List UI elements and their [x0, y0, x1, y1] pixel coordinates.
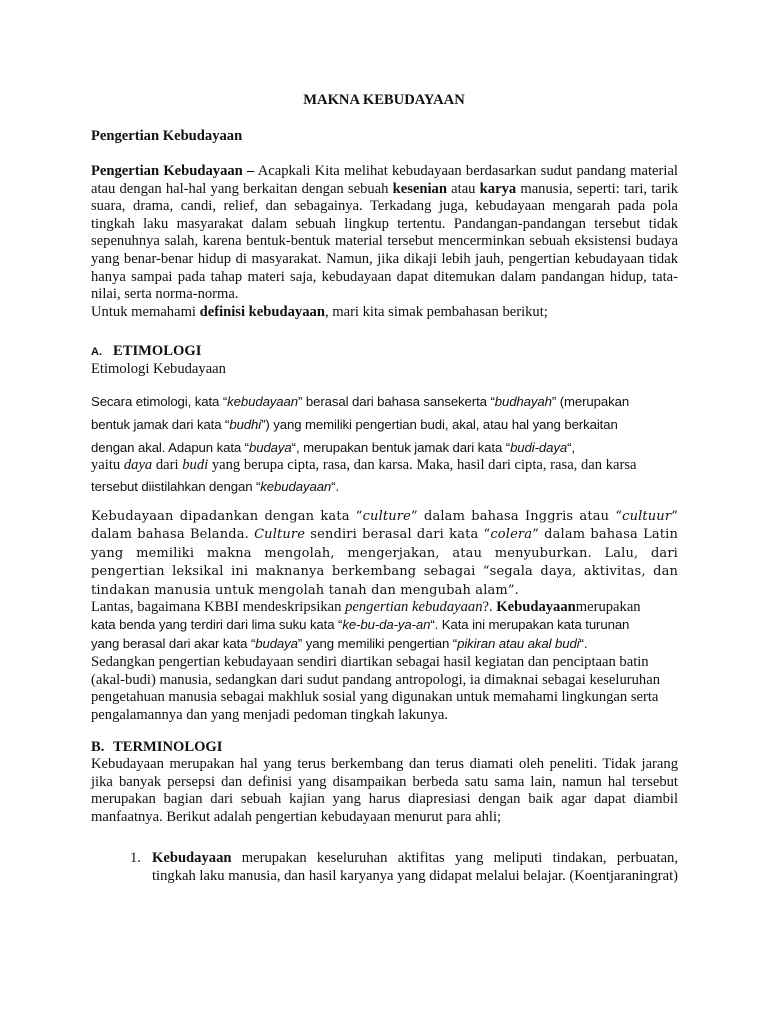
kbbi-text-1 — [91, 599, 678, 617]
e3-b: “, merupakan bentuk jamak dari kata “ — [291, 440, 511, 455]
document-title: MAKNA KEBUDAYAAN — [303, 92, 465, 108]
e1-a: Secara etimologi, kata “ — [91, 394, 228, 409]
c-i4: colera — [490, 527, 533, 543]
intro-lead: Pengertian Kebudayaan – — [91, 163, 255, 179]
list-item-text: merupakan keseluruhan aktifitas yang meliputi tindakan, perbuatan, tingkah laku manusia, dan hasil karyanya yang didapat melalui belajar. (Koentjaraningrat) — [152, 850, 679, 884]
k3-a: yang berasal dari akar kata “ — [91, 635, 256, 651]
etimologi-line-2 — [91, 413, 678, 436]
terminologi-paragraph — [91, 756, 678, 826]
section-b-heading — [91, 739, 678, 757]
e3-c: “, — [567, 440, 575, 455]
k-bold: Kebudayaan — [496, 599, 576, 615]
e3-i1: budaya — [248, 440, 292, 455]
e3-i2: budi-daya — [510, 440, 568, 455]
kbbi-text-3 — [91, 635, 678, 654]
k3-c: “. — [579, 635, 588, 651]
intro-bold-definisi: definisi kebudayaan — [199, 303, 325, 320]
intro-p2-text-b: , mari kita simak pembahasan berikut; — [324, 303, 548, 320]
e2-a: bentuk jamak dari kata “ — [91, 417, 230, 432]
culture-text — [91, 508, 678, 600]
kbbi-lines-2-3 — [91, 616, 678, 653]
subtitle — [91, 128, 678, 146]
e4-a: yaitu — [91, 457, 124, 473]
e4-c: yang berupa cipta, rasa, dan karsa. Maka, hasil dari cipta, rasa, dan karsa — [208, 457, 637, 473]
section-a-title: ETIMOLOGI — [113, 343, 202, 359]
etimologi-paragraph-2 — [91, 455, 678, 497]
k-b: ?. — [482, 599, 497, 615]
e1-i1: kebudayaan — [227, 394, 299, 409]
c-i2: cultuur — [622, 509, 672, 524]
kbbi-line-1 — [91, 599, 678, 617]
list-item-number: 1. — [130, 850, 141, 866]
etimologi-line-5 — [91, 476, 678, 497]
sedangkan-text: Sedangkan pengertian kebudayaan sendiri diartikan sebagai hasil kegiatan dan penciptaan batin (akal-budi) manusia, sedangkan dari sudut pandang antropologi, ia dimaknai sebagai keseluruhan pengetahuan manusia sebagai makhluk sosial yang digunakan untuk memahami lingkungan serta pengalamannya dan yang menjadi pedoman tingkah lakunya. — [91, 654, 660, 723]
culture-paragraph — [91, 508, 678, 600]
list-item — [130, 850, 678, 885]
list-item-bold: Kebudayaan — [152, 850, 232, 866]
c-b: ” dalam bahasa Inggris atau “ — [410, 509, 623, 524]
section-a-heading — [91, 343, 678, 362]
e4-i1: daya — [123, 457, 153, 473]
sedangkan-paragraph — [91, 654, 678, 724]
intro-p2 — [91, 304, 678, 322]
terminologi-text: Kebudayaan merupakan hal yang terus berkembang dan terus diamati oleh peneliti. Tidak jarang jika banyak persepsi dan definisi yang disampaikan berbeda satu sama lain, namun hal tersebut merupakan bagian dari sebuah kajian yang harus diapresiasi dengan baik agar dapat diambil manfaatnya. Berikut adalah pengertian kebudayaan menurut para ahli; — [91, 756, 678, 825]
c-a: Kebudayaan dipadankan dengan kata “ — [91, 509, 363, 524]
etimologi-line-1 — [91, 390, 678, 413]
k-a: Lantas, bagaimana KBBI mendeskripsikan — [91, 599, 346, 615]
e5-a: tersebut diistilahkan dengan “ — [91, 479, 261, 494]
intro-p1-text-a: Acapkali Kita melihat kebudayaan berdasarkan sudut pandang material atau dengan hal-hal yang berkaitan dengan sebuah — [91, 163, 678, 197]
e2-b: ”) yang memiliki pengertian budi, akal, atau hal yang berkaitan — [261, 417, 618, 432]
e5-b: “. — [331, 479, 340, 494]
intro-p2-text-a: Untuk memahami — [91, 303, 200, 320]
intro-p1 — [91, 163, 678, 304]
intro-bold-karya: karya — [479, 180, 517, 197]
e4-i2: budi — [182, 457, 209, 473]
c-i3: Culture — [254, 527, 306, 543]
k3-b: ” yang memiliki pengertian “ — [297, 635, 458, 651]
section-b-marker: B. — [91, 739, 105, 755]
e1-c: ” (merupakan — [551, 394, 630, 409]
list-item-body — [152, 850, 678, 885]
section-a-subheading-text: Etimologi Kebudayaan — [91, 361, 226, 377]
e4-b: dari — [152, 457, 183, 473]
e3-a: dengan akal. Adapun kata “ — [91, 440, 249, 455]
k-c: merupakan — [575, 599, 641, 615]
c-i1: culture — [362, 509, 411, 524]
section-a-subheading — [91, 361, 678, 379]
subtitle-text: Pengertian Kebudayaan — [91, 128, 243, 144]
intro-paragraph — [91, 163, 678, 321]
k-i1: pengertian kebudayaan — [345, 599, 483, 615]
e2-i1: budhi — [229, 417, 262, 432]
c-d: sendiri berasal dari kata “ — [305, 527, 491, 543]
c-c: ” dalam bahasa Belanda. — [91, 509, 678, 543]
k2-i1: ke-bu-da-ya-an — [342, 617, 431, 632]
intro-p1-text-c: manusia, seperti: tari, tarik suara, drama, candi, relief, dan sebagainya. Terkadang juga, kebudayaan mengarah pada pola tingkah laku masyarakat dalam sebuah lingkup tertentu. Pandangan-pandangan tersebut tidak sepenuhnya salah, karena bentuk-bentuk material tersebut mencerminkan sebuah eksistensi budaya yang benar-benar hidup di masyarakat. Namun, jika dikaji lebih jauh, pengertian kebudayaan tidak hanya sampai pada tahap materi saja, kebudayaan dapat ditemukan dalam pandangan hidup, tata-nilai, serta norma-norma. — [91, 180, 678, 303]
k2-b: “. Kata ini merupakan kata turunan — [430, 617, 630, 632]
e5-i1: kebudayaan — [260, 479, 332, 494]
intro-p1-text-b: atau — [446, 180, 480, 197]
intro-bold-kesenian: kesenian — [392, 180, 447, 197]
kbbi-text-2 — [91, 616, 678, 635]
k3-i2: pikiran atau akal budi — [457, 635, 580, 651]
etimologi-line-4 — [91, 455, 678, 476]
k3-i1: budaya — [255, 635, 298, 651]
e1-i2: budhayah — [494, 394, 552, 409]
c-e: ” dalam bahasa Latin yang memiliki makna mengolah, mengerjakan, atau menyuburkan. Lalu, dari pengertian leksikal ini maknanya berkembang sebagai “segala daya, aktivitas, dan tindakan manusia untuk mengolah tanah dan mengubah alam”. — [91, 527, 679, 598]
section-b-title: TERMINOLOGI — [113, 739, 223, 755]
k2-a: kata benda yang terdiri dari lima suku kata “ — [91, 617, 343, 632]
etimologi-paragraph — [91, 390, 678, 459]
section-a-marker: A. — [91, 346, 102, 358]
e1-b: ” berasal dari bahasa sansekerta “ — [298, 394, 495, 409]
